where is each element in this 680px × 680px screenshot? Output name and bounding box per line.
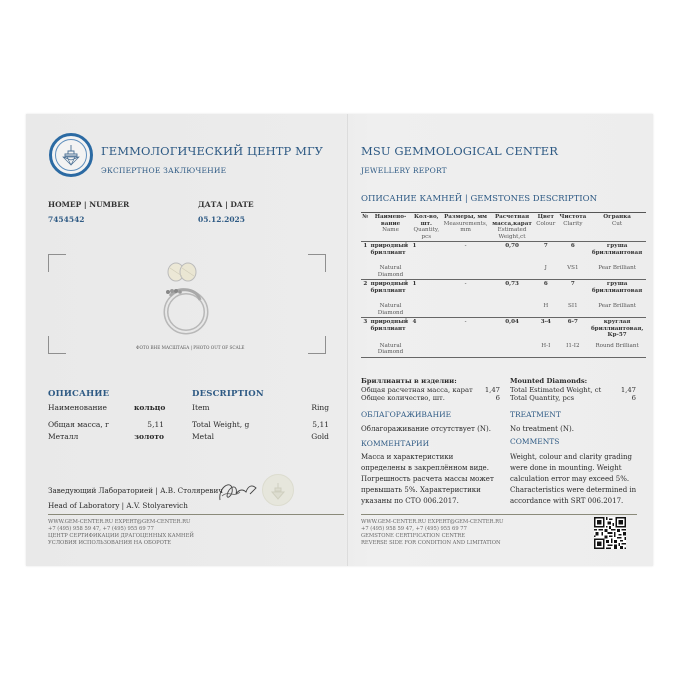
hologram-seal-icon xyxy=(262,474,294,506)
desc-ru-label: Наименование xyxy=(48,403,107,412)
footer-left-line: ЦЕНТР СЕРТИФИКАЦИИ ДРАГОЦЕННЫХ КАМНЕЙ xyxy=(48,533,194,539)
comments-ru-line: определены в закреплённом виде. xyxy=(361,464,489,472)
mounted-ru-weight-value: 1,47 xyxy=(484,386,500,394)
table-row: 3 природный бриллиант 4 - 0,04 3-4 6-7 круглая бриллиантовая, Кр-57 xyxy=(363,319,644,338)
footer-right-line: +7 (495) 958 59 47, +7 (495) 955 69 77 xyxy=(361,526,467,532)
desc-en-label: Total Weight, g xyxy=(192,420,250,429)
doc-type-en: JEWELLERY REPORT xyxy=(361,166,447,175)
footer-left-line: WWW.GEM-CENTER.RU EXPERT@GEM-CENTER.RU xyxy=(48,519,191,525)
comments-en-title: COMMENTS xyxy=(510,437,560,446)
desc-en-value: Gold xyxy=(311,432,329,441)
comments-ru-line: Масса и характеристики xyxy=(361,453,454,461)
table-row: 2 природный бриллиант 1 - 0,73 6 7 груша бриллиантовая xyxy=(363,281,643,294)
photo-frame-corner xyxy=(308,336,326,354)
desc-en-value: 5,11 xyxy=(312,420,329,429)
table-row: 1 природный бриллиант 1 - 0,70 7 6 груша бриллиантовая xyxy=(363,243,643,256)
comments-ru-title: КОММЕНТАРИИ xyxy=(361,439,430,448)
comments-ru-line: указаны по СТО 006.2017. xyxy=(361,497,459,505)
col-header-weight: Расчетная масса,карат Estimated Weight,ct xyxy=(492,214,532,240)
table-row-en: Natural Diamond J VS1 Pear Brilliant xyxy=(361,257,646,280)
qr-code-icon[interactable] xyxy=(594,517,626,549)
org-title-en: MSU GEMMOLOGICAL CENTER xyxy=(361,144,559,158)
gem-section-title: ОПИСАНИЕ КАМНЕЙ | GEMSTONES DESCRIPTION xyxy=(361,194,598,204)
col-header-name: Наимено-вание Name xyxy=(374,214,407,233)
description-en-title: DESCRIPTION xyxy=(192,389,264,399)
desc-en-label: Metal xyxy=(192,432,215,441)
org-title-ru: ГЕММОЛОГИЧЕСКИЙ ЦЕНТР МГУ xyxy=(101,144,324,158)
comments-en-line: Characteristics were determined in xyxy=(510,486,637,494)
comments-en-line: accordance with SRT 006.2017. xyxy=(510,497,624,505)
doc-type-ru: ЭКСПЕРТНОЕ ЗАКЛЮЧЕНИЕ xyxy=(101,166,227,175)
desc-ru-value: кольцо xyxy=(134,403,166,412)
mounted-ru-title: Бриллианты в изделии: xyxy=(361,377,457,385)
footer-right-line: REVERSE SIDE FOR CONDITION AND LIMITATION xyxy=(361,540,501,546)
treatment-ru-text: Облагораживание отсутствует (N). xyxy=(361,425,491,433)
center-fold xyxy=(347,114,348,566)
jewellery-report-card xyxy=(26,114,653,566)
mounted-en-weight-label: Total Estimated Weight, ct xyxy=(510,386,602,394)
col-header-measurements: Размеры, мм Measurements, mm xyxy=(443,214,488,233)
comments-en-line: were done in mounting. Weight xyxy=(510,464,622,472)
comments-ru-line: превышать 5%. Характеристики xyxy=(361,486,481,494)
footer-right-line: WWW.GEM-CENTER.RU EXPERT@GEM-CENTER.RU xyxy=(361,519,504,525)
footer-left-line: УСЛОВИЯ ИСПОЛЬЗОВАНИЯ НА ОБОРОТЕ xyxy=(48,540,172,546)
gemstones-table xyxy=(361,212,646,358)
mounted-ru-qty-value: 6 xyxy=(495,394,500,402)
treatment-ru-title: ОБЛАГОРАЖИВАНИЕ xyxy=(361,410,452,419)
mounted-ru-qty-label: Общее количество, шт. xyxy=(361,394,445,402)
photo-frame-corner xyxy=(48,254,66,272)
mounted-en-title: Mounted Diamonds: xyxy=(510,377,588,385)
ring-photo xyxy=(154,260,214,336)
desc-en-value: Ring xyxy=(311,403,329,412)
comments-en-line: calculation error may exceed 5%. xyxy=(510,475,630,483)
mounted-en-qty-label: Total Quantity, pcs xyxy=(510,394,575,402)
number-label: НОМЕР | NUMBER xyxy=(48,200,130,209)
signature xyxy=(216,478,260,506)
col-header-no: № xyxy=(362,214,369,220)
table-row-en: Natural Diamond H SI1 Pear Brilliant xyxy=(361,295,646,318)
date-label: ДАТА | DATE xyxy=(198,200,254,209)
desc-ru-label: Металл xyxy=(48,432,79,441)
desc-ru-label: Общая масса, г xyxy=(48,420,110,429)
col-header-clarity: Чистота Clarity xyxy=(559,214,587,227)
footer-right-line: GEMSTONE CERTIFICATION CENTRE xyxy=(361,533,466,539)
table-row-en: Natural Diamond H-I I1-I2 Round Brilliant xyxy=(361,340,646,358)
photo-frame-corner xyxy=(308,254,326,272)
comments-en-line: Weight, colour and clarity grading xyxy=(510,453,632,461)
date-value: 05.12.2025 xyxy=(198,215,245,224)
mounted-en-qty-value: 6 xyxy=(631,394,636,402)
head-of-lab-en: Head of Laboratory | A.V. Stolyarevich xyxy=(48,501,188,510)
desc-ru-value: 5,11 xyxy=(147,420,164,429)
msu-logo-icon xyxy=(49,133,93,177)
desc-ru-value: золото xyxy=(134,432,164,441)
col-header-colour: Цвет Colour xyxy=(536,214,556,227)
col-header-cut: Огранка Cut xyxy=(603,214,631,227)
divider xyxy=(48,514,344,515)
treatment-en-title: TREATMENT xyxy=(510,410,561,419)
col-header-quantity: Кол-во, шт. Quantity, pcs xyxy=(413,214,440,240)
number-value: 7454542 xyxy=(48,215,85,224)
head-of-lab-ru: Заведующий Лабораторией | А.В. Столяревич xyxy=(48,486,224,495)
photo-frame-corner xyxy=(48,336,66,354)
photo-caption: ФОТО ВНЕ МАСШТАБА | PHOTO OUT OF SCALE xyxy=(136,345,245,350)
treatment-en-text: No treatment (N). xyxy=(510,425,574,433)
mounted-ru-weight-label: Общая расчетная масса, карат xyxy=(361,386,473,394)
footer-left-line: +7 (495) 958 59 47, +7 (495) 955 69 77 xyxy=(48,526,154,532)
desc-en-label: Item xyxy=(192,403,210,412)
divider xyxy=(361,514,637,515)
mounted-en-weight-value: 1,47 xyxy=(620,386,636,394)
description-ru-title: ОПИСАНИЕ xyxy=(48,389,110,399)
comments-ru-line: Погрешность расчета массы может xyxy=(361,475,494,483)
